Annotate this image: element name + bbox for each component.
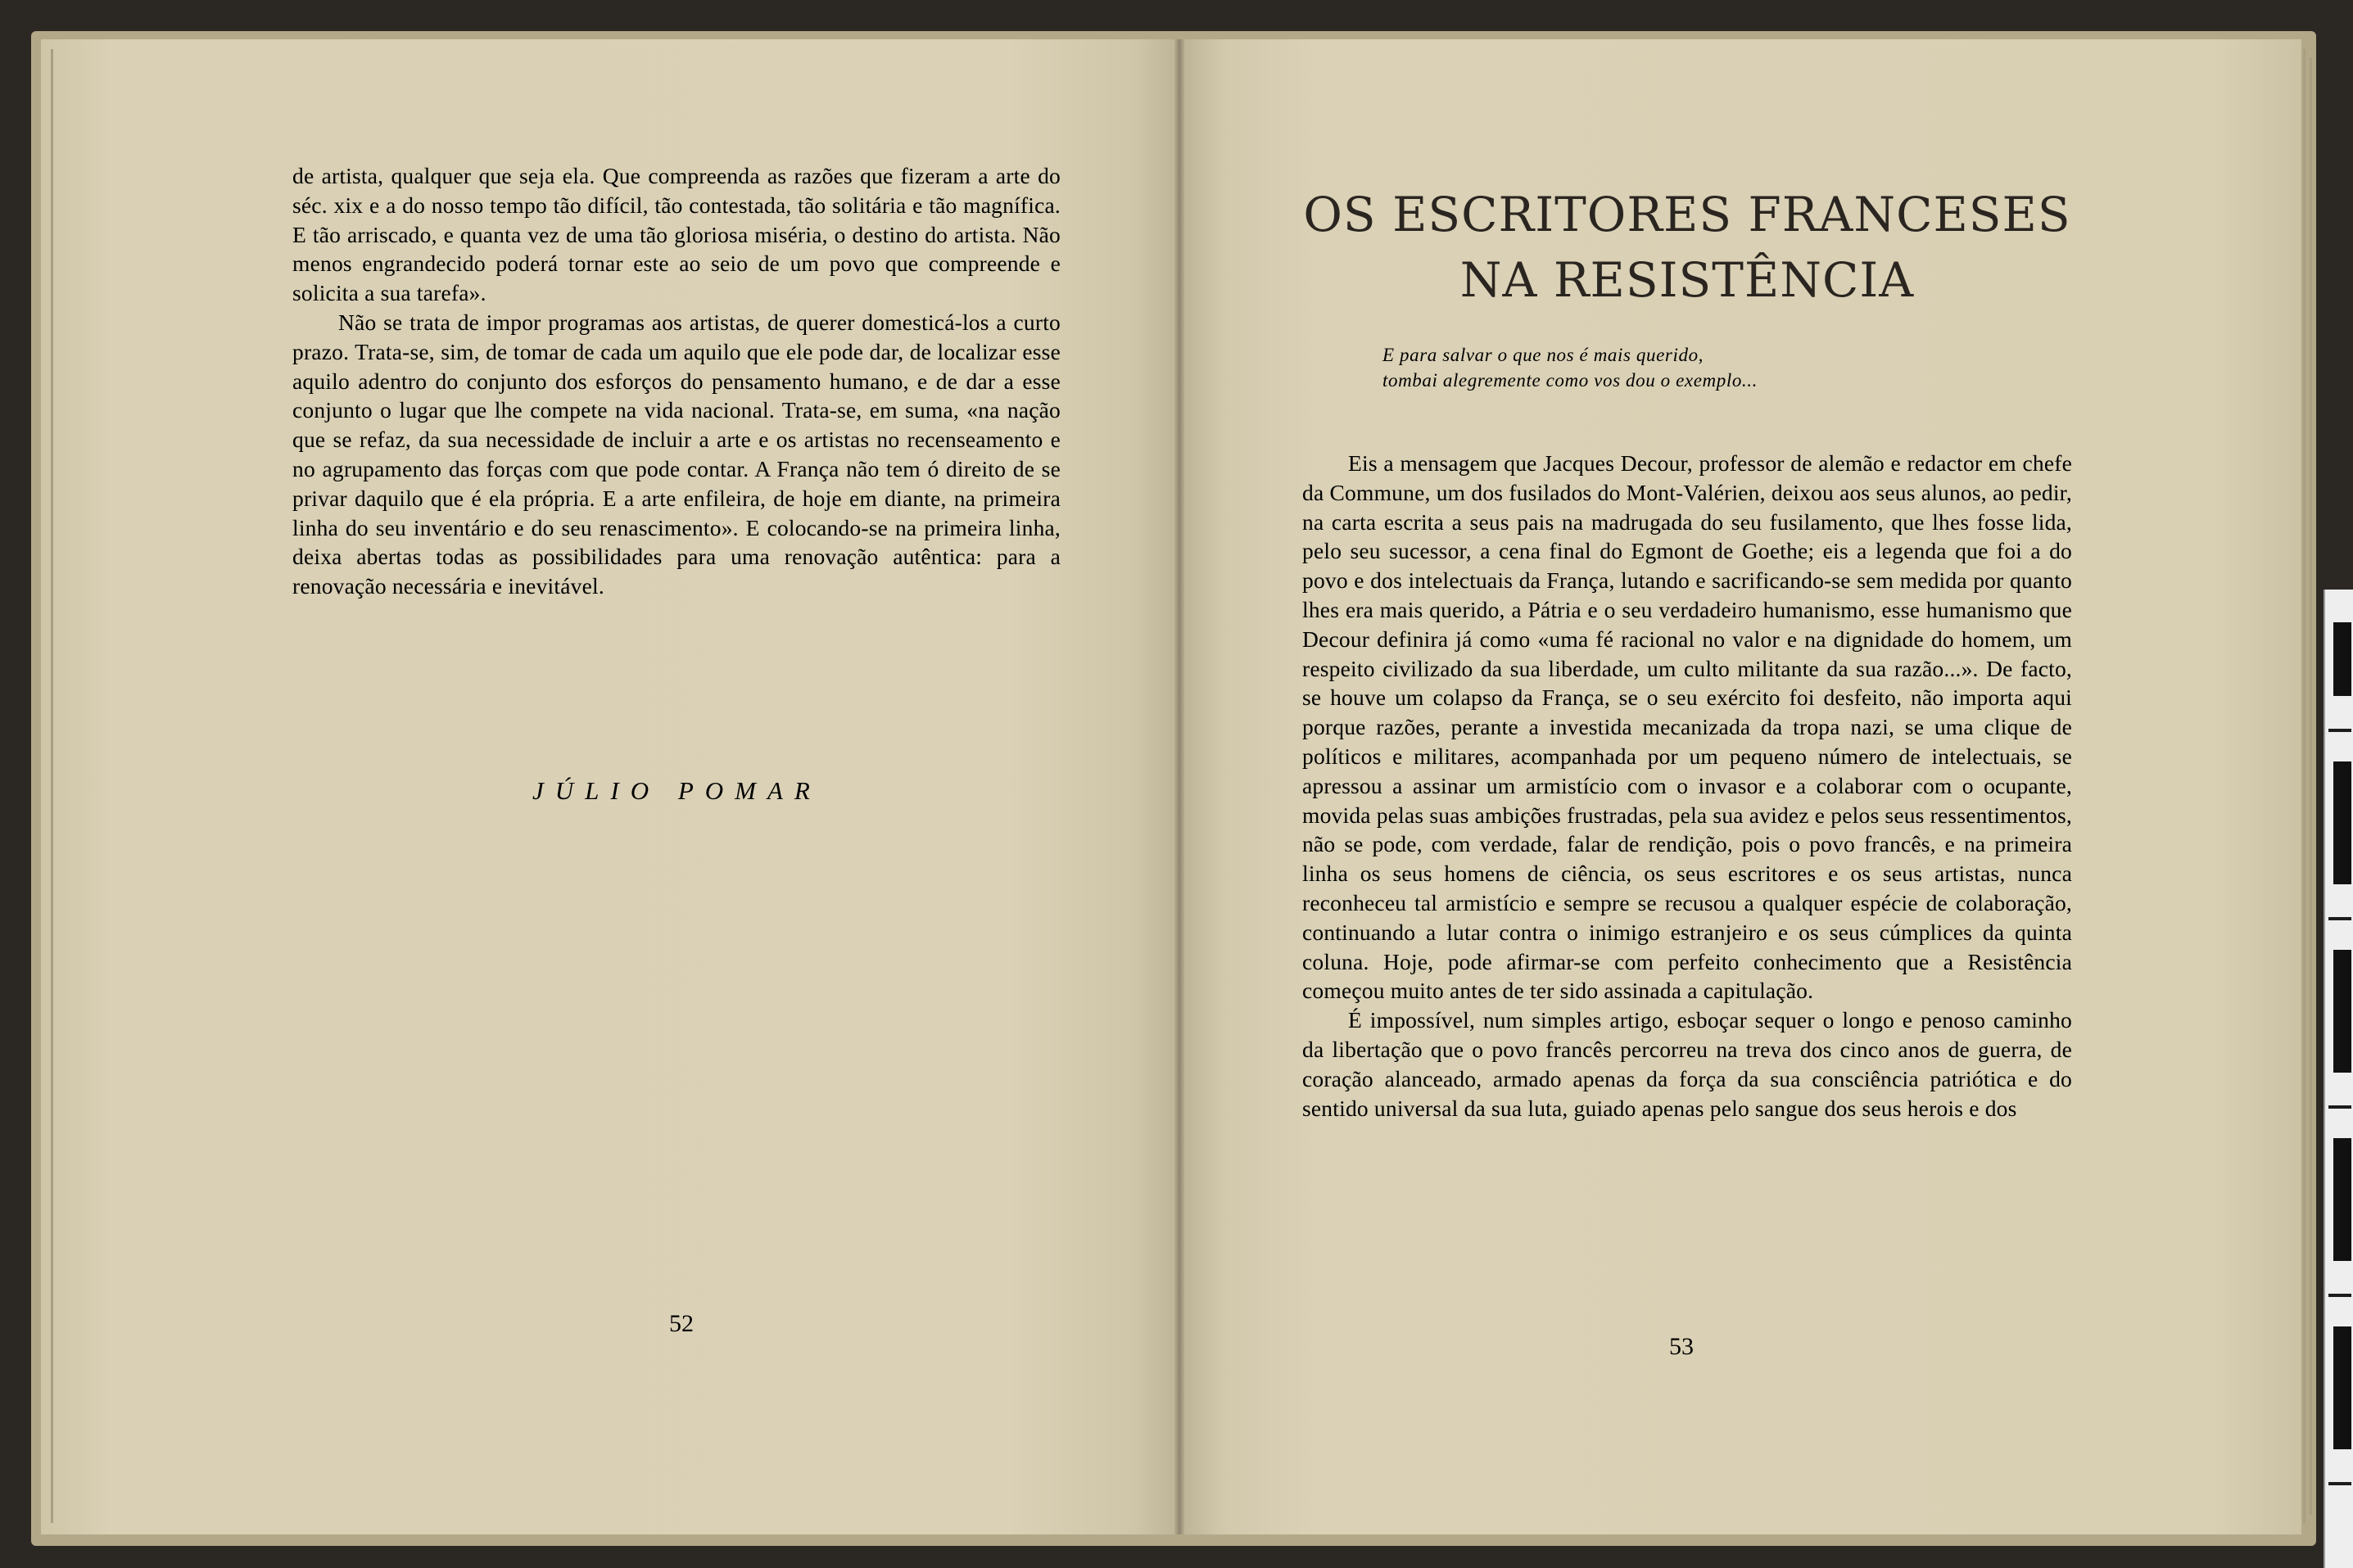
epigraph-line-2: tombai alegremente como vos dou o exemplo... — [1382, 370, 1758, 391]
ruler-mark — [2333, 761, 2351, 884]
page-edge — [2303, 49, 2305, 1523]
ruler-mark — [2328, 1294, 2351, 1297]
right-paragraph-2: É impossível, num simples artigo, esboçar sequer o longo e penoso caminho da libertação que o povo francês percorreu na treva dos cinco anos de guerra, de coração alanceado, armado apenas da força da sua consciência patriótica e do sentido universal da sua luta, guiado apenas pelo sangue dos seus herois e dos — [1302, 1007, 2072, 1121]
ruler-mark — [2333, 622, 2351, 696]
left-page-body — [292, 161, 1061, 601]
left-paragraph-2: Não se trata de impor programas aos artistas, de querer domesticá-los a curto prazo. Trata-se, sim, de tomar de cada um aquilo que ele pode dar, de localizar esse aquilo adentro do conjunto dos esforços do pensamento humano, e de dar a esse conjunto o lugar que lhe compete na vida nacional. Trata-se, em suma, «na nação que se refaz, da sua necessidade de incluir a arte e os artistas no recenseamento e no agrupamento das forças com que pode contar. A França não tem ó direito de se privar daquilo que é ela própria. E a arte enfileira, de hoje em diante, na primeira linha do seu inventário e do seu renascimento». E colocando-se na primeira linha, deixa abertas todas as possibilidades para uma renovação autêntica: para a renovação necessária e inevitável. — [292, 309, 1061, 599]
page-edge — [51, 49, 53, 1523]
ruler-mark — [2328, 729, 2351, 732]
scan-ruler — [2324, 590, 2353, 1568]
ruler-mark — [2333, 1138, 2351, 1261]
right-page-body — [1302, 449, 2072, 1123]
epigraph — [1382, 342, 1956, 393]
ruler-mark — [2328, 917, 2351, 920]
right-paragraph-1: Eis a mensagem que Jacques Decour, professor de alemão e redactor em chefe da Commune, um dos fusilados do Mont-Valérien, deixou aos seus alunos, ao pedir, na carta escrita a seus pais na madrugada do seu fusilamento, que lhes fosse lida, pelo seu sucessor, a cena final do Egmont de Goethe; eis a legenda que foi a do povo e dos intelectuais da França, lutando e sacrificando-se sem medida por quanto lhes era mais querido, a Pátria e o seu verdadeiro humanismo, esse humanismo que Decour definira já como «uma fé racional no valor e na dignidade do homem, um respeito civilizado da sua liberdade, um culto militante da sua razão...». De facto, se houve um colapso da França, se o seu exército foi desfeito, não importa aqui porque razões, perante a investida mecanizada da tropa nazi, se uma clique de políticos e militares, acompanhada por um pequeno número de intelectuais, se apressou a assinar um armistício com o invasor e a colaborar com o ocupante, movida pelas suas ambições frustradas, pela sua avidez e pelos seus ressentimentos, não se pode, com verdade, falar de rendição, pois o povo francês, e na primeira linha os seus homens de ciência, os seus escritores e os seus artistas, nunca reconheceu tal armistício e sempre se recusou a qualquer espécie de colaboração, continuando a lutar contra o inimigo estranjeiro e os seus cúmplices da quinta coluna. Hoje, pode afirmar-se com perfeito conhecimento que a Resistência começou muito antes de ter sido assinada a capitulação. — [1302, 450, 2072, 1004]
page-number-left: 52 — [669, 1310, 694, 1337]
ruler-mark — [2328, 1482, 2351, 1485]
ruler-mark — [2333, 1326, 2351, 1449]
epigraph-line-1: E para salvar o que nos é mais querido, — [1382, 345, 1704, 365]
title-line-1: OS ESCRITORES FRANCESES — [1303, 187, 2071, 242]
author-signature: JÚLIO POMAR — [532, 776, 821, 805]
left-paragraph-1: de artista, qualquer que seja ela. Que compreenda as razões que fizeram a arte do séc. xix e a do nosso tempo tão difícil, tão contestada, tão solitária e tão magnífica. E tão arriscado, e quanta vez de uma tão gloriosa miséria, o destino do artista. Não menos engrandecido poderá tornar este ao seio de um povo que compreende e solicita a sua tarefa». — [292, 163, 1061, 306]
page-edge — [2310, 57, 2312, 1515]
book-gutter — [1174, 39, 1184, 1534]
ruler-mark — [2328, 1105, 2351, 1109]
article-title — [1278, 182, 2097, 313]
ruler-mark — [2333, 950, 2351, 1073]
page-number-right: 53 — [1669, 1333, 1694, 1360]
title-line-2: NA RESISTÊNCIA — [1459, 252, 1915, 308]
